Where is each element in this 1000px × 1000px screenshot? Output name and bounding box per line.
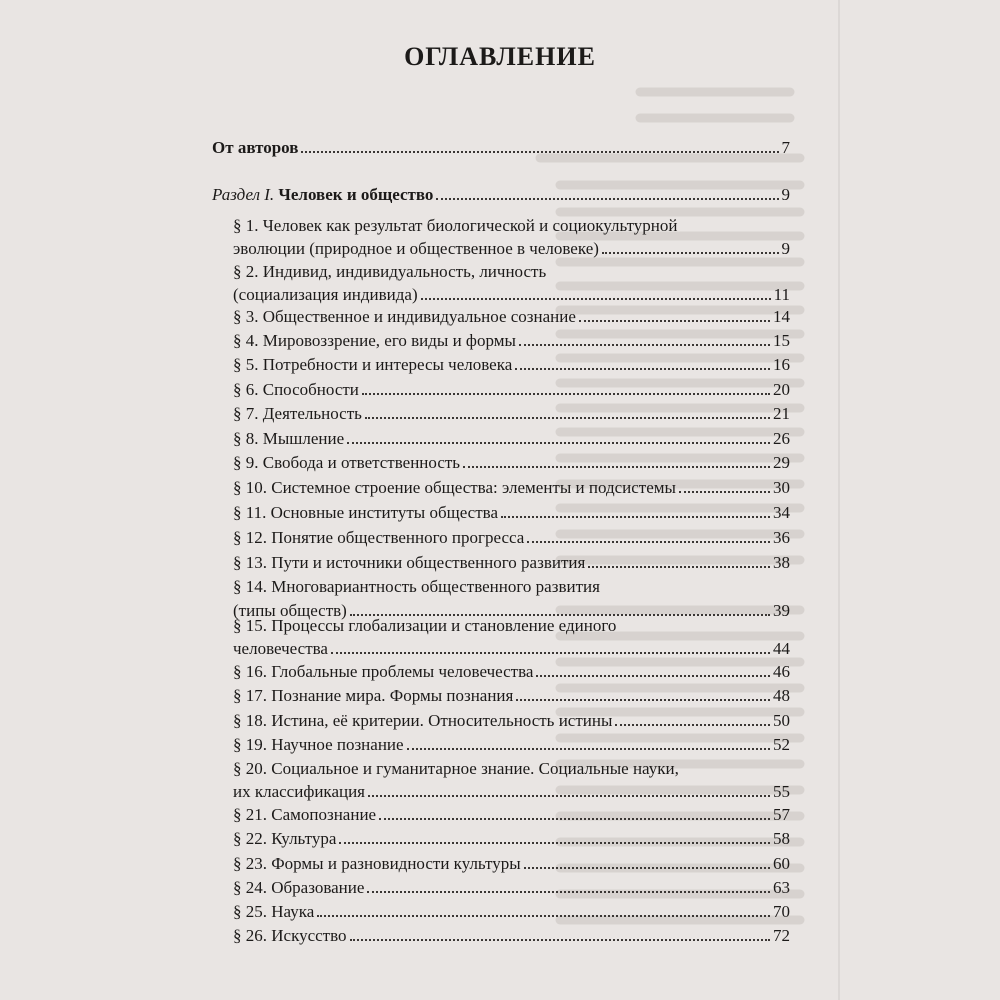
toc-page-number: 15 (773, 331, 790, 350)
toc-page-number: 50 (773, 711, 790, 730)
toc-entry[interactable] (233, 451, 790, 473)
toc-entry-label: § 3. Общественное и индивидуальное сознание (233, 307, 576, 326)
toc-entry-line (233, 757, 790, 779)
toc-page-number: 38 (773, 553, 790, 572)
toc-entry[interactable] (233, 526, 790, 548)
toc-entry-label: § 13. Пути и источники общественного развития (233, 553, 586, 572)
toc-entry[interactable] (233, 476, 790, 498)
toc-entry[interactable] (233, 283, 790, 305)
toc-entry-label: § 15. Процессы глобализации и становление единого (233, 616, 617, 635)
dot-leader (463, 466, 770, 468)
toc-entry-label: § 25. Наука (233, 902, 315, 921)
toc-entry-label: § 5. Потребности и интересы человека (233, 355, 513, 374)
dot-leader (524, 867, 770, 869)
toc-entry-label: § 21. Самопознание (233, 805, 377, 824)
dot-leader (602, 252, 779, 254)
toc-entry[interactable] (233, 402, 790, 424)
dot-leader (368, 795, 770, 797)
dot-leader (350, 939, 770, 941)
dot-leader (588, 566, 770, 568)
toc-entry[interactable] (233, 827, 790, 849)
dot-leader (421, 298, 771, 300)
dot-leader (339, 842, 770, 844)
toc-page-number: 70 (773, 902, 790, 921)
toc-page-number: 34 (773, 503, 790, 522)
toc-entry-label: § 19. Научное познание (233, 735, 404, 754)
toc-page-number: 63 (773, 878, 790, 897)
toc-entry[interactable] (233, 427, 790, 449)
page-title: ОГЛАВЛЕНИЕ (404, 42, 596, 71)
toc-entry-label: § 24. Образование (233, 878, 365, 897)
toc-section-label (212, 185, 433, 205)
toc-entry-label: § 6. Способности (233, 380, 359, 399)
toc-entry-label: человечества (233, 639, 328, 658)
toc-entry-from-authors[interactable] (212, 136, 790, 158)
toc-page-number: 57 (773, 805, 790, 824)
toc-entry-line (233, 614, 790, 636)
toc-entry[interactable] (233, 551, 790, 573)
toc-page-number: 7 (781, 138, 790, 157)
toc-entry-line (233, 260, 790, 282)
toc-page-number: 16 (773, 355, 790, 374)
toc-entry[interactable] (233, 378, 790, 400)
toc-entry-label: § 9. Свобода и ответственность (233, 453, 461, 472)
dot-leader (331, 652, 770, 654)
toc-entry-label: § 2. Индивид, индивидуальность, личность (233, 262, 547, 281)
dot-leader (347, 442, 770, 444)
dot-leader (579, 320, 770, 322)
dot-leader (527, 541, 770, 543)
toc-page-number: 48 (773, 686, 790, 705)
toc-entry-label: § 23. Формы и разновидности культуры (233, 854, 521, 873)
toc-entry-label: § 18. Истина, её критерии. Относительность истины (233, 711, 613, 730)
toc-entry[interactable] (233, 803, 790, 825)
toc-entry-label: § 20. Социальное и гуманитарное знание. Социальные науки, (233, 759, 679, 778)
toc-entry-label: § 4. Мировоззрение, его виды и формы (233, 331, 516, 350)
toc-page-number: 11 (773, 285, 790, 304)
toc-entry-label: их классификация (233, 782, 365, 801)
toc-entry[interactable] (233, 237, 790, 259)
toc-page-number: 9 (781, 185, 790, 204)
toc-page-number: 52 (773, 735, 790, 754)
toc-entry[interactable] (233, 305, 790, 327)
toc-page-number: 39 (773, 601, 790, 620)
section-prefix: Раздел I. (212, 185, 275, 204)
dot-leader (515, 368, 770, 370)
toc-entry[interactable] (233, 637, 790, 659)
toc-entry[interactable] (233, 709, 790, 731)
toc-page-number: 26 (773, 429, 790, 448)
toc-page-number: 60 (773, 854, 790, 873)
toc-page-number: 29 (773, 453, 790, 472)
toc-entry-label: § 10. Системное строение общества: элементы и подсистемы (233, 478, 676, 497)
toc-page-number: 58 (773, 829, 790, 848)
dot-leader (365, 417, 770, 419)
toc-entry-line (233, 214, 790, 236)
toc-entry-label: § 7. Деятельность (233, 404, 362, 423)
toc-entry[interactable] (233, 733, 790, 755)
toc-page-number: 21 (773, 404, 790, 423)
toc-entry-label: § 17. Познание мира. Формы познания (233, 686, 514, 705)
dot-leader (501, 516, 770, 518)
toc-entry[interactable] (233, 501, 790, 523)
dot-leader (679, 491, 770, 493)
toc-entry[interactable] (233, 780, 790, 802)
toc-page-number: 30 (773, 478, 790, 497)
toc-page-number: 46 (773, 662, 790, 681)
dot-leader (362, 393, 770, 395)
toc-entry-label: § 8. Мышление (233, 429, 345, 448)
toc-entry[interactable] (233, 924, 790, 946)
toc-entry[interactable] (233, 876, 790, 898)
toc-page-number: 36 (773, 528, 790, 547)
toc-page-number: 20 (773, 380, 790, 399)
toc-section-heading[interactable] (212, 183, 790, 205)
toc-entry-label: § 14. Многовариантность общественного развития (233, 577, 600, 596)
dot-leader (301, 151, 778, 153)
toc-entry-label: эволюции (природное и общественное в человеке) (233, 239, 599, 258)
dot-leader (436, 198, 778, 200)
toc-entry-label: § 26. Искусство (233, 926, 347, 945)
dot-leader (367, 891, 770, 893)
toc-entry-label: От авторов (212, 138, 299, 157)
toc-page-number: 14 (773, 307, 790, 326)
toc-entry[interactable] (233, 684, 790, 706)
toc-entry-label: (социализация индивида) (233, 285, 418, 304)
dot-leader (536, 675, 770, 677)
dot-leader (615, 724, 770, 726)
toc-entry[interactable] (233, 353, 790, 375)
toc-entry-label: § 12. Понятие общественного прогресса (233, 528, 525, 547)
toc-entry[interactable] (233, 660, 790, 682)
toc-entry[interactable] (233, 900, 790, 922)
toc-entry-label: § 11. Основные институты общества (233, 503, 498, 522)
toc-entry-line (233, 575, 790, 597)
toc-entry[interactable] (233, 329, 790, 351)
toc-entry-label: (типы обществ) (233, 601, 347, 620)
toc-page-number: 72 (773, 926, 790, 945)
toc-page-number: 44 (773, 639, 790, 658)
toc-entry-label: § 16. Глобальные проблемы человечества (233, 662, 534, 681)
toc-entry-label: § 22. Культура (233, 829, 337, 848)
dot-leader (519, 344, 770, 346)
dot-leader (379, 818, 770, 820)
toc-page-number: 55 (773, 782, 790, 801)
dot-leader (407, 748, 770, 750)
toc-page-number: 9 (781, 239, 790, 258)
toc-entry-label: § 1. Человек как результат биологической и социокультурной (233, 216, 678, 235)
section-name: Человек и общество (278, 185, 434, 204)
dot-leader (516, 699, 770, 701)
toc-entry[interactable] (233, 852, 790, 874)
dot-leader (317, 915, 770, 917)
